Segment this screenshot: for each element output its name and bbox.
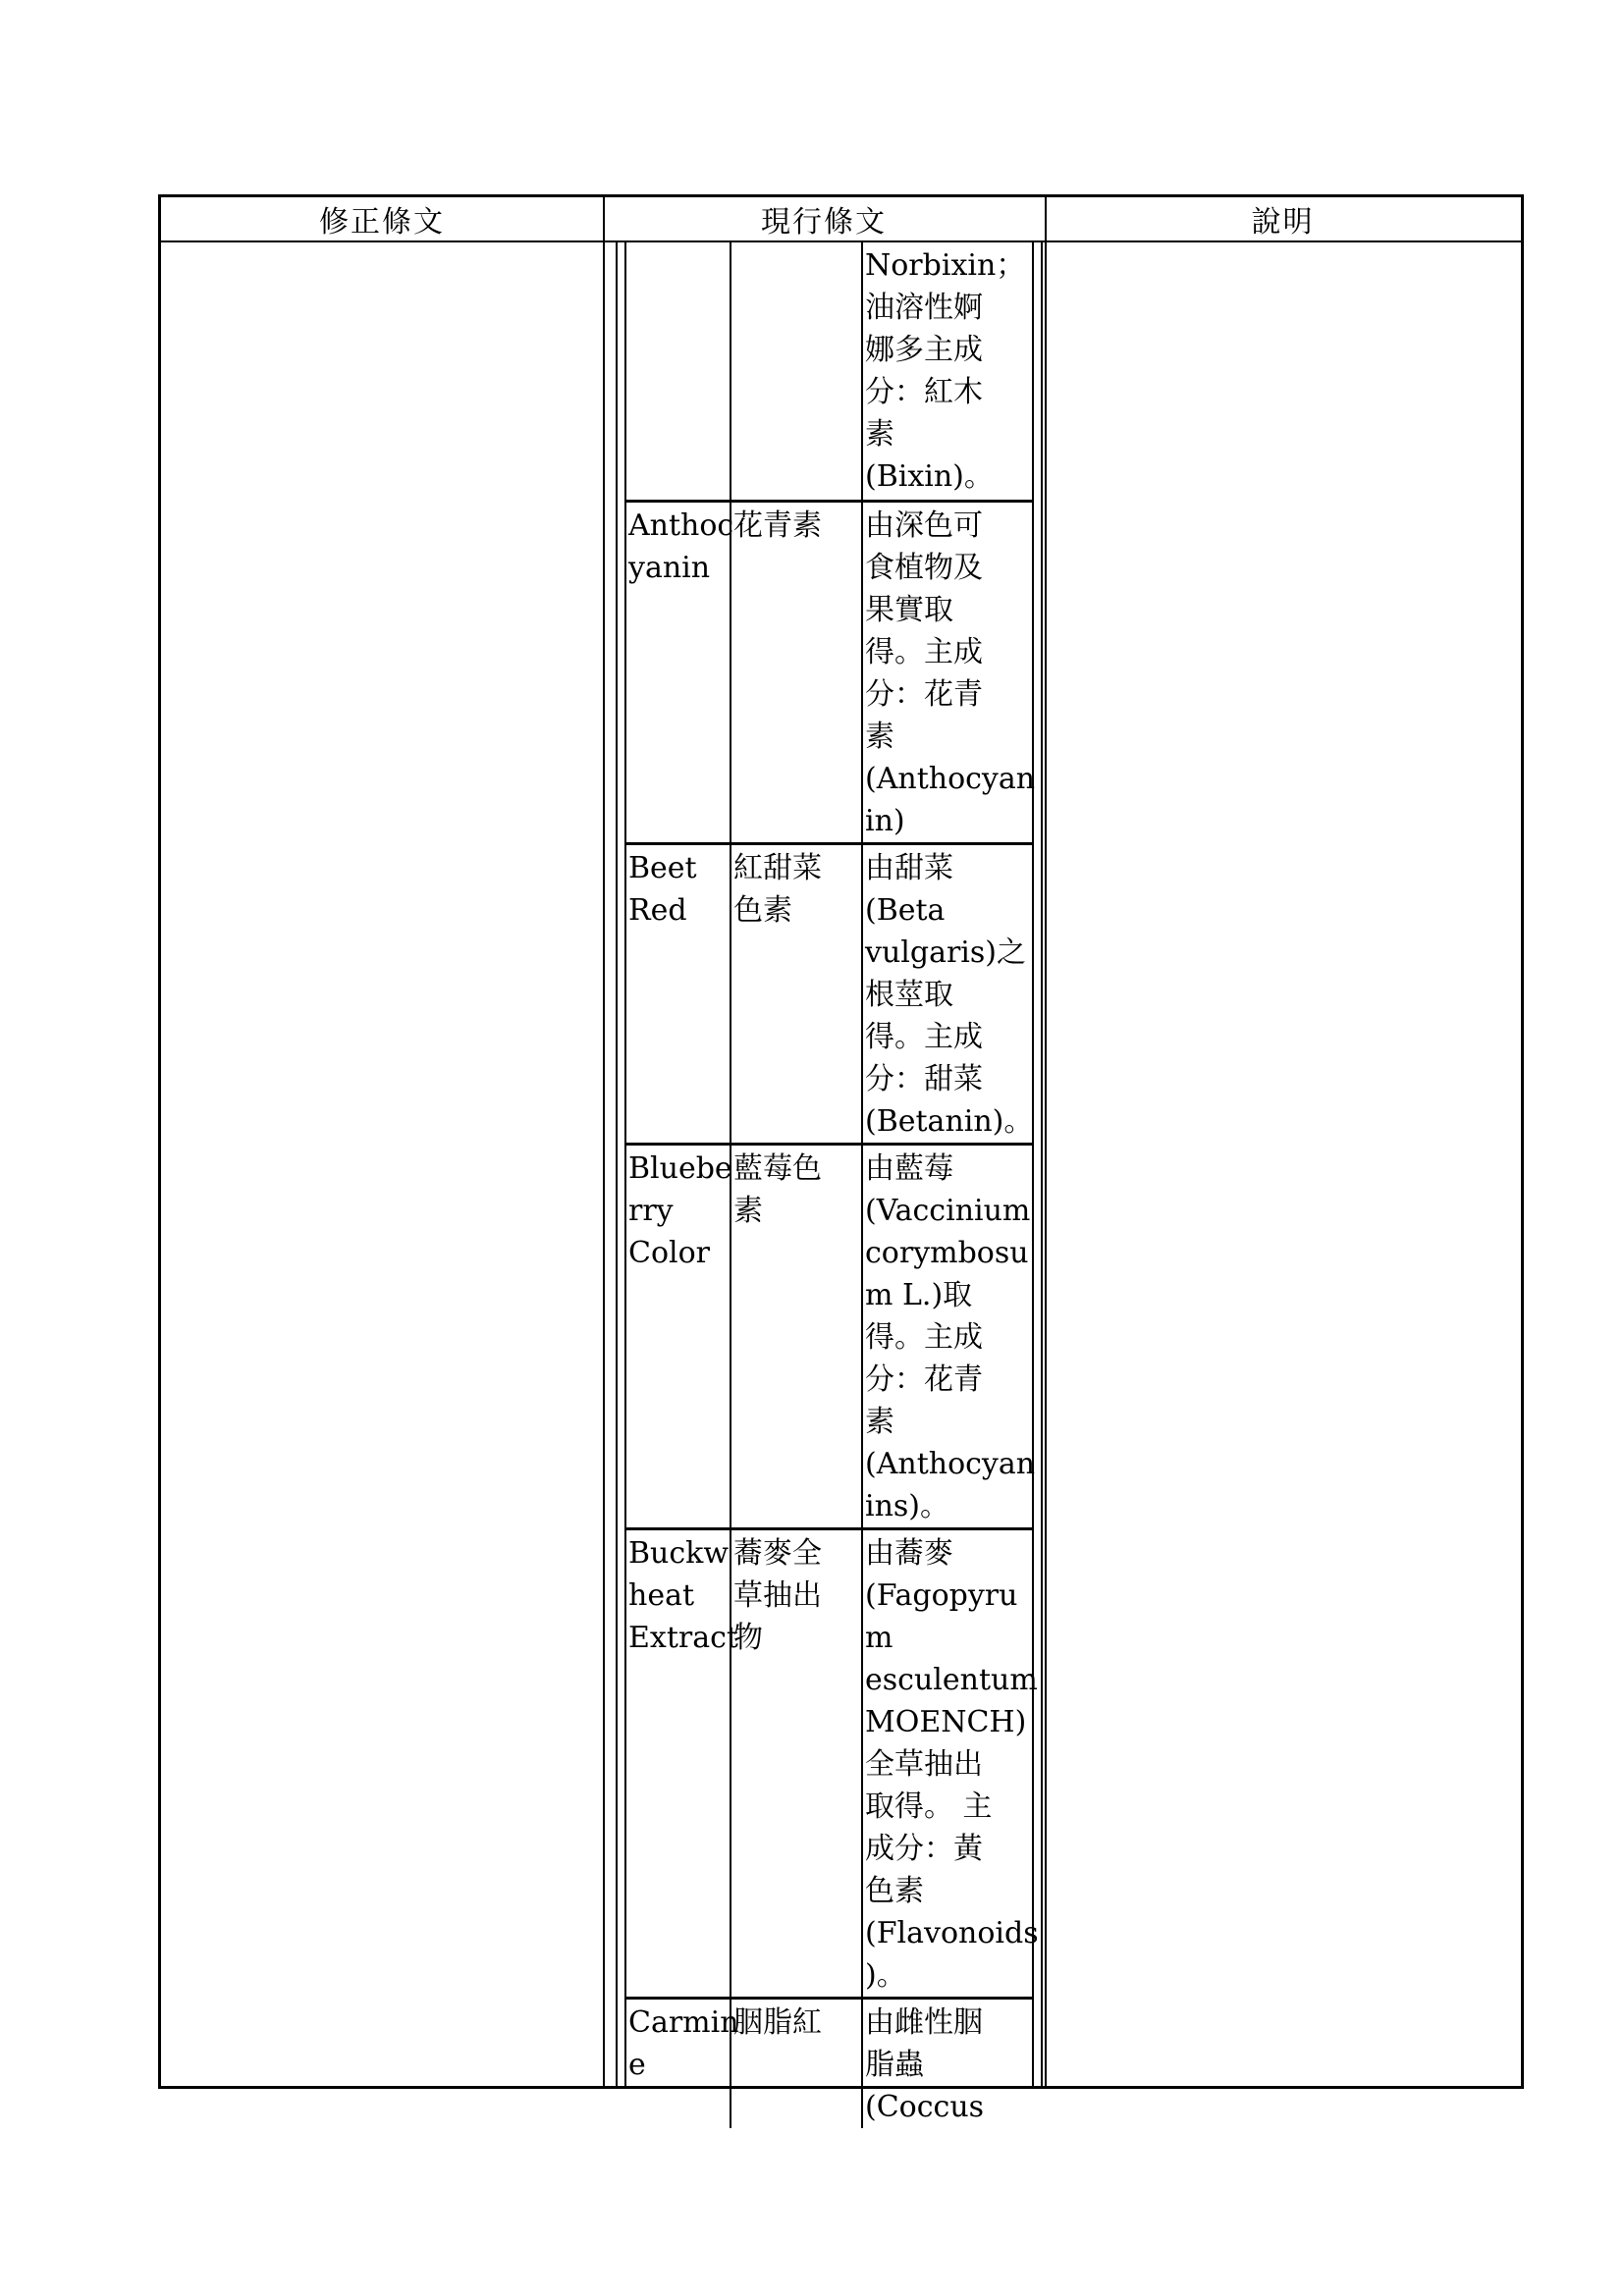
header-explanation: 說明 [1251, 205, 1315, 240]
cell-text-line: e [628, 2047, 646, 2082]
cell-text-line: m L.)取 [865, 1277, 973, 1312]
cell-text-line: 草抽出 [733, 1577, 822, 1613]
cell-text-line: heat [628, 1577, 695, 1613]
cell-text-line: 由雌性胭 [865, 2004, 983, 2040]
cell-text-line: 由藍莓 [865, 1150, 953, 1186]
cell-text-line: Carmin [628, 2004, 739, 2040]
cell-text-line: 花青素 [733, 507, 822, 543]
cell-text-line: 脂蟲 [865, 2047, 924, 2082]
cell-text-line: 藍莓色 [733, 1150, 822, 1186]
cell-text-line: )。 [865, 1957, 906, 1993]
cell-text-line: 蕎麥全 [733, 1535, 822, 1571]
cell-text-line: Beet [628, 850, 697, 885]
cell-text-line: vulgaris)之 [865, 934, 1026, 970]
cell-text-line: 由甜菜 [865, 850, 953, 885]
cell-text-line: 娜多主成 [865, 333, 983, 367]
cell-text-line: 由深色可 [865, 507, 983, 543]
cell-text-line: (Bixin)。 [865, 459, 994, 494]
cell-text-line: 分：花青 [865, 676, 983, 712]
pigment-english-name [626, 1144, 731, 1528]
cell-text-line: MOENCH) [865, 1704, 1027, 1739]
cell-text-line: Color [628, 1235, 711, 1270]
current-articles-cell [616, 242, 1043, 2124]
pigment-english-name [626, 1998, 739, 2128]
cell-text-line: 素 [865, 417, 894, 452]
cell-text-line: m [865, 1620, 893, 1655]
cell-text-line: ins)。 [865, 1488, 950, 1523]
pigment-english-name [626, 242, 731, 501]
pigment-description [862, 501, 1036, 843]
cell-text-line: (Vaccinium [865, 1193, 1031, 1228]
cell-text-line: (Betanin)。 [865, 1103, 1034, 1139]
cell-text-line: 根莖取 [865, 977, 953, 1012]
table-header-row [161, 197, 1521, 242]
cell-text-line: 胭脂紅 [733, 2004, 822, 2040]
cell-text-line: (Anthocyan [865, 761, 1036, 796]
cell-text-line: 色素 [733, 892, 792, 928]
cell-text-line: esculentum [865, 1662, 1038, 1697]
cell-text-line: 成分：黃 [865, 1831, 983, 1866]
comparison-table [158, 194, 1524, 2124]
cell-text-line: 得。主成 [865, 1319, 983, 1355]
cell-text-line: 全草抽出 [865, 1746, 983, 1782]
cell-text-line: 分：甜菜 [865, 1061, 983, 1096]
pigment-english-name [626, 501, 734, 843]
pigment-row [626, 501, 1032, 843]
pigment-table-frame [624, 242, 1039, 2124]
pigment-chinese-name [731, 1528, 862, 1998]
cell-text-line: 紅甜菜 [733, 850, 822, 885]
cell-text-line: 分：紅木 [865, 375, 983, 409]
cell-text-line: Anthoc [628, 507, 734, 543]
cell-text-line: Norbixin； [865, 248, 1026, 283]
cell-text-line: 得。主成 [865, 1019, 983, 1054]
cell-text-line: 得。主成 [865, 634, 983, 669]
cell-text-line: (Flavonoids [865, 1915, 1039, 1950]
pigment-chinese-name [731, 843, 862, 1144]
pigment-row [626, 242, 1032, 501]
pigment-row [626, 1998, 1032, 2128]
cell-text-line: 物 [733, 1620, 763, 1655]
pigment-description [862, 843, 1032, 1144]
header-amended-articles: 修正條文 [319, 205, 445, 240]
cell-text-line: Red [628, 892, 687, 928]
cell-text-line: 色素 [865, 1873, 924, 1908]
cell-text-line: (Coccus [865, 2089, 985, 2124]
cell-text-line: 果實取 [865, 592, 953, 627]
cell-text-line: corymbosu [865, 1235, 1029, 1270]
pigment-description [862, 1528, 1039, 1998]
pigment-description [862, 1998, 1032, 2128]
pigment-chinese-name [731, 1998, 862, 2128]
cell-text-line: (Beta [865, 892, 946, 928]
cell-text-line: 素 [865, 1404, 894, 1439]
cell-text-line: 油溶性婀 [865, 291, 983, 325]
header-current-articles: 現行條文 [761, 205, 887, 240]
pigment-chinese-name [731, 501, 862, 843]
cell-text-line: yanin [628, 550, 711, 585]
cell-text-line: rry [628, 1193, 674, 1228]
cell-text-line: 食植物及 [865, 550, 983, 585]
cell-text-line: Buckw [628, 1535, 730, 1571]
column-divider [603, 197, 605, 2086]
pigment-english-name [626, 843, 731, 1144]
cell-text-line: Extract [628, 1620, 738, 1655]
pigment-row [626, 1528, 1032, 1998]
pigment-row [626, 843, 1032, 1144]
pigment-table [626, 242, 1039, 2128]
pigment-chinese-name [731, 1144, 862, 1528]
pigment-english-name [626, 1528, 738, 1998]
cell-text-line: 素 [733, 1193, 763, 1228]
cell-text-line: Bluebe [628, 1150, 732, 1186]
cell-text-line: (Anthocyan [865, 1446, 1036, 1481]
column-divider [1045, 197, 1047, 2086]
pigment-chinese-name [731, 242, 862, 501]
cell-text-line: 素 [865, 719, 894, 754]
pigment-row [626, 1144, 1032, 1528]
cell-text-line: (Fagopyru [865, 1577, 1018, 1613]
pigment-description [862, 242, 1032, 501]
cell-text-line: in) [865, 803, 905, 838]
cell-text-line: 分：花青 [865, 1362, 983, 1397]
cell-text-line: 取得。 主 [865, 1789, 993, 1824]
pigment-description [862, 1144, 1036, 1528]
cell-text-line: 由蕎麥 [865, 1535, 953, 1571]
